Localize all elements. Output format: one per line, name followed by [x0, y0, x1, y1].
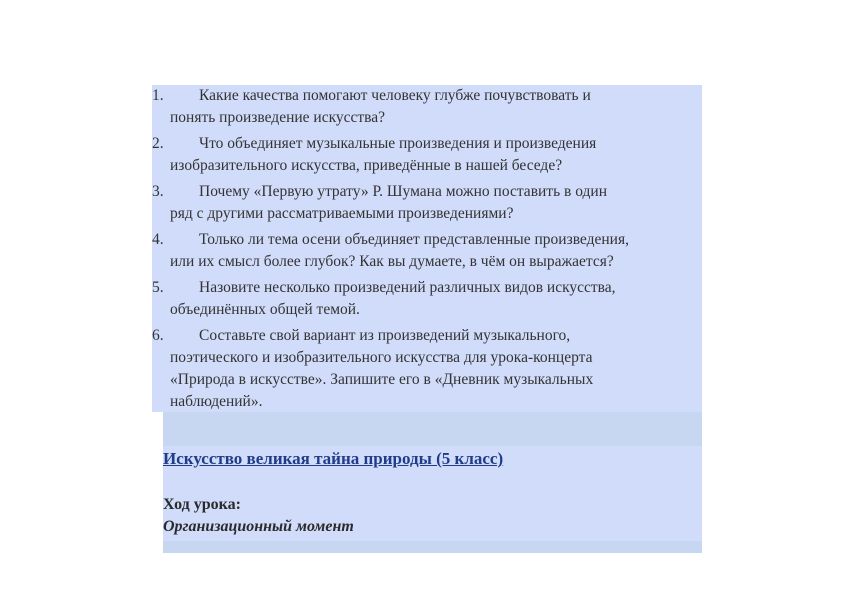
question-text-line: или их смысл более глубок? Как вы думаете, в чём он выражается? [170, 253, 614, 270]
question-number: 6. [152, 327, 164, 344]
question-text-line: Какие качества помогают человеку глубже почувствовать и [199, 87, 591, 104]
question-text-line: Назовите несколько произведений различных видов искусства, [199, 279, 616, 296]
question-item [152, 277, 700, 321]
question-text-line: объединённых общей темой. [170, 301, 360, 318]
question-item [152, 181, 700, 225]
question-number: 5. [152, 279, 164, 296]
question-item [152, 229, 700, 273]
question-text-line: Составьте свой вариант из произведений музыкального, [199, 327, 571, 344]
lesson-title-link[interactable]: Искусство великая тайна природы (5 класс) [163, 449, 504, 468]
questions-block [152, 85, 702, 412]
question-number: 4. [152, 231, 164, 248]
question-text-line: изобразительного искусства, приведённые в нашей беседе? [170, 157, 563, 174]
question-text-line: ряд с другими рассматриваемыми произведениями? [170, 205, 514, 222]
question-text-line: Почему «Первую утрату» Р. Шумана можно поставить в один [199, 183, 607, 200]
question-text-line: Что объединяет музыкальные произведения и произведения [199, 135, 597, 152]
question-number: 2. [152, 135, 164, 152]
question-text-line: «Природа в искусстве». Запишите его в «Дневник музыкальных [170, 371, 594, 388]
course-label: Ход урока: [163, 496, 241, 513]
question-item [152, 85, 700, 129]
question-number: 1. [152, 87, 164, 104]
header-band [163, 412, 702, 446]
question-text-line: поэтического и изобразительного искусства для урока-концерта [170, 349, 593, 366]
org-moment-heading: Организационный момент [163, 518, 354, 535]
question-item [152, 325, 700, 413]
question-number: 3. [152, 183, 164, 200]
question-text-line: Только ли тема осени объединяет представленные произведения, [199, 231, 629, 248]
question-text-line: наблюдений». [170, 393, 263, 410]
footer-band [163, 541, 702, 553]
question-text-line: понять произведение искусства? [170, 109, 386, 126]
question-item [152, 133, 700, 177]
